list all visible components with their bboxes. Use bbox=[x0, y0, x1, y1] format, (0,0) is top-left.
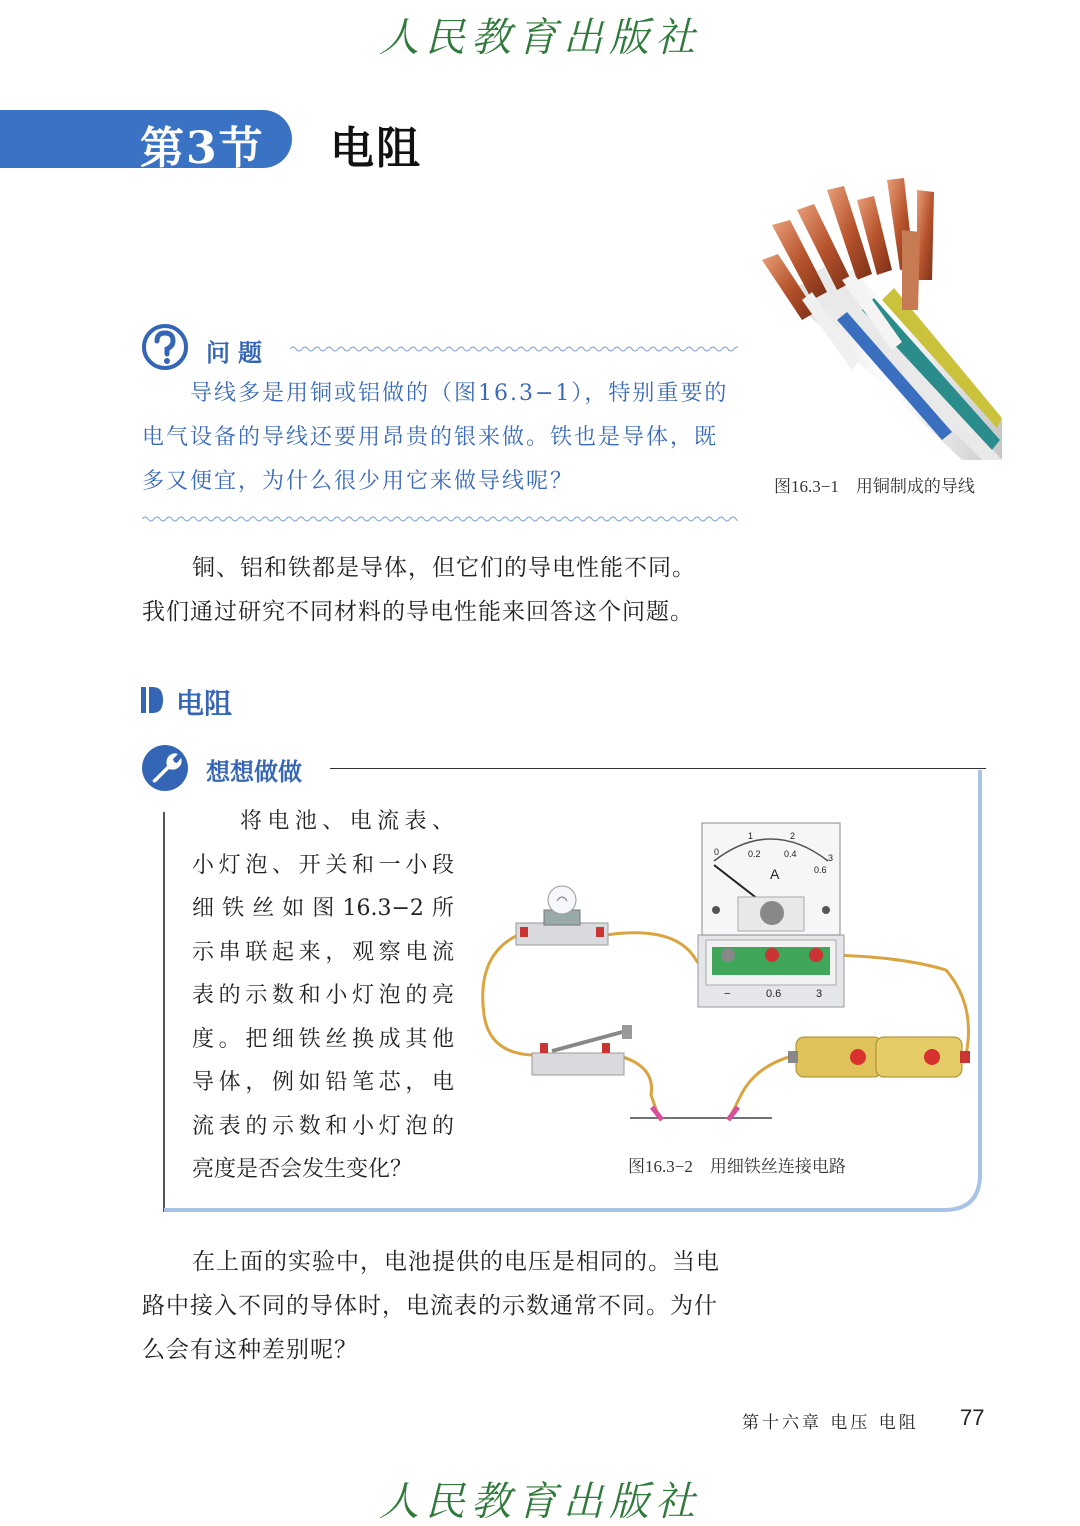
activity-line: 将电池、电流表、 bbox=[240, 809, 454, 834]
intro-line: 我们通过研究不同材料的导电性能来回答这个问题。 bbox=[142, 599, 694, 625]
circuit-diagram bbox=[476, 815, 976, 1145]
activity-rule bbox=[330, 768, 986, 769]
question-line: 电气设备的导线还要用昂贵的银来做。铁也是导体，既 bbox=[142, 425, 719, 450]
figure2-caption: 图16.3−2 用细铁丝连接电路 bbox=[628, 1157, 846, 1176]
intro-line: 铜、铝和铁都是导体，但它们的导电性能不同。 bbox=[192, 555, 696, 581]
iron-wire bbox=[630, 1107, 772, 1120]
question-label: 问题 bbox=[206, 339, 270, 367]
switch bbox=[532, 1025, 632, 1075]
subsection-marker-icon bbox=[141, 687, 163, 713]
question-icon bbox=[141, 323, 189, 371]
activity-line: 表的示数和小灯泡的亮 bbox=[192, 983, 454, 1008]
activity-line: 细铁丝如图16.3−2所 bbox=[192, 896, 454, 921]
ammeter-unit: A bbox=[770, 866, 780, 882]
figure1-caption: 图16.3−1 用铜制成的导线 bbox=[774, 477, 975, 496]
intro-paragraph bbox=[142, 546, 742, 634]
chapter-footer: 第十六章 电压 电阻 bbox=[742, 1413, 919, 1433]
section-number: 第3节 bbox=[140, 123, 265, 174]
ammeter bbox=[698, 823, 844, 1007]
scale-large-label: 3 bbox=[828, 853, 834, 863]
activity-line: 亮度是否会发生变化？ bbox=[192, 1157, 413, 1182]
activity-line: 示串联起来，观察电流 bbox=[192, 939, 454, 965]
battery bbox=[788, 1037, 970, 1077]
publisher-footer: 人民教育出版社 bbox=[379, 1479, 701, 1525]
scale-small-label: 0 bbox=[714, 847, 720, 857]
conclusion-line: 路中接入不同的导体时，电流表的示数通常不同。为什 bbox=[142, 1293, 718, 1319]
conclusion-paragraph bbox=[142, 1240, 742, 1372]
scale-small-label: 0.6 bbox=[814, 865, 827, 875]
activity-text bbox=[192, 800, 454, 1192]
conclusion-line: 在上面的实验中，电池提供的电压是相同的。当电 bbox=[192, 1249, 720, 1275]
terminal-label: 3 bbox=[816, 988, 823, 1000]
terminal-label: − bbox=[724, 988, 731, 1000]
subsection-title: 电阻 bbox=[176, 687, 233, 720]
scale-small-label: 0.2 bbox=[748, 849, 761, 859]
activity-line: 导体，例如铅笔芯，电 bbox=[192, 1070, 454, 1095]
question-divider-bottom bbox=[142, 515, 738, 523]
activity-line: 度。把细铁丝换成其他 bbox=[192, 1026, 454, 1052]
question-divider-top bbox=[290, 345, 738, 353]
question-line: 导线多是用铜或铝做的（图16.3−1），特别重要的 bbox=[190, 381, 729, 406]
copper-wire-image bbox=[742, 170, 1002, 460]
terminal-label: 0.6 bbox=[766, 988, 782, 1000]
scale-small-label: 0.4 bbox=[784, 849, 797, 859]
bulb bbox=[516, 886, 608, 945]
scale-large-label: 1 bbox=[748, 831, 754, 841]
publisher-header: 人民教育出版社 bbox=[379, 15, 701, 61]
conclusion-line: 么会有这种差别呢？ bbox=[142, 1337, 358, 1363]
activity-line: 小灯泡、开关和一小段 bbox=[192, 852, 454, 878]
activity-title: 想想做做 bbox=[206, 758, 302, 786]
page-number: 77 bbox=[960, 1405, 985, 1430]
scale-large-label: 2 bbox=[790, 831, 796, 841]
question-line: 多又便宜，为什么很少用它来做导线呢？ bbox=[142, 469, 575, 494]
question-text bbox=[142, 372, 742, 504]
activity-line: 流表的示数和小灯泡的 bbox=[192, 1113, 454, 1139]
section-title: 电阻 bbox=[330, 123, 422, 174]
